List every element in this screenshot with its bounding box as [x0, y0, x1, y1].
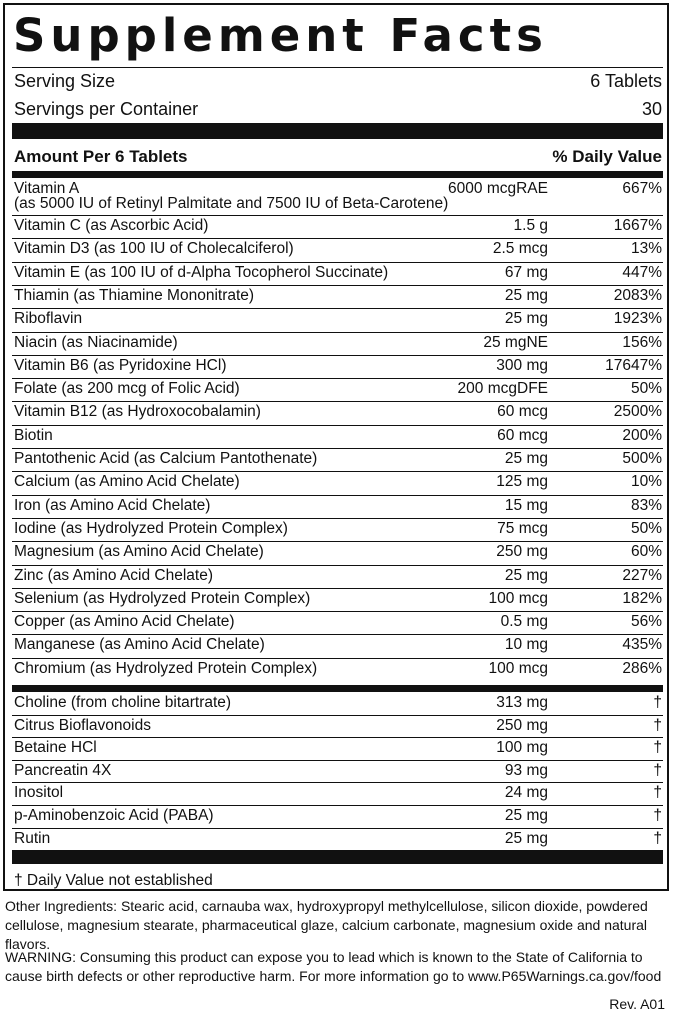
nutrient-name: Vitamin E (as 100 IU of d-Alpha Tocopherol Succinate) — [14, 263, 389, 281]
table-row — [14, 612, 662, 635]
nutrient-amount: 100 mcg — [488, 589, 548, 607]
nutrient-daily-value: 667% — [622, 180, 662, 197]
nutrient-amount: 313 mg — [496, 694, 548, 711]
nutrient-name: Iodine (as Hydrolyzed Protein Complex) — [14, 519, 288, 537]
table-row — [14, 426, 662, 449]
nutrient-amount: 25 mg — [504, 829, 548, 847]
nutrient-daily-value: 500% — [622, 450, 662, 467]
nutrient-name: Magnesium (as Amino Acid Chelate) — [14, 543, 264, 561]
nutrient-name: Pantothenic Acid (as Calcium Pantothenate) — [14, 450, 318, 467]
nutrient-amount: 100 mg — [496, 739, 548, 757]
nutrient-amount: 250 mg — [496, 543, 548, 561]
nutrient-daily-value: 1667% — [613, 217, 662, 234]
serving-size-row — [14, 68, 662, 94]
nutrient-amount: 75 mcg — [497, 519, 548, 537]
nutrient-amount: 250 mg — [496, 716, 548, 734]
nutrient-name: Copper (as Amino Acid Chelate) — [14, 613, 235, 631]
nutrient-amount: 6000 mcgRAE — [448, 180, 548, 197]
nutrient-amount: 0.5 mg — [500, 613, 548, 631]
nutrient-name: Vitamin C (as Ascorbic Acid) — [14, 217, 209, 234]
nutrient-daily-value: 13% — [630, 240, 662, 258]
nutrient-amount: 67 mg — [504, 263, 548, 281]
nutrient-name: Pancreatin 4X — [14, 761, 112, 779]
nutrient-name: Chromium (as Hydrolyzed Protein Complex) — [14, 659, 318, 677]
table-row — [14, 286, 662, 309]
nutrient-name: Inositol — [14, 784, 64, 802]
nutrient-amount: 10 mg — [504, 636, 548, 654]
nutrient-amount: 24 mg — [504, 784, 548, 802]
supplement-facts-panel — [3, 3, 669, 891]
servings-per-container-value: 30 — [641, 99, 662, 119]
nutrient-name: Citrus Bioflavonoids — [14, 716, 151, 734]
servings-per-container-label: Servings per Container — [14, 99, 199, 119]
nutrient-daily-value: 200% — [622, 426, 662, 444]
nutrient-name: Manganese (as Amino Acid Chelate) — [14, 636, 265, 654]
serving-size-label: Serving Size — [14, 71, 116, 91]
nutrient-daily-value: 156% — [622, 333, 662, 351]
table-row — [14, 635, 662, 658]
other-ingredients: Other Ingredients: Stearic acid, carnauba wax, hydroxypropyl methylcellulose, silicon dioxide, powdered cellulose, magnesium stearate, pharmaceutical glaze, calcium carbonate, magnesium oxide and natural flavors. — [5, 898, 648, 952]
nutrient-name: Selenium (as Hydrolyzed Protein Complex) — [14, 589, 311, 607]
nutrient-amount: 2.5 mcg — [492, 240, 548, 258]
nutrient-amount: 100 mcg — [488, 659, 548, 677]
table-row — [14, 659, 662, 682]
nutrient-name: Niacin (as Niacinamide) — [14, 333, 178, 351]
table-row — [14, 738, 662, 761]
nutrient-amount: 125 mg — [496, 473, 548, 491]
nutrient-daily-value: 227% — [622, 566, 662, 584]
nutrient-name: Vitamin A — [14, 180, 80, 197]
table-row — [14, 783, 662, 806]
nutrient-amount: 25 mg — [504, 566, 548, 584]
thick-divider-middle — [12, 685, 663, 692]
daily-value-header: % Daily Value — [552, 147, 662, 166]
table-row — [14, 179, 662, 216]
table-row — [14, 806, 662, 829]
nutrient-daily-value: † — [653, 716, 662, 734]
nutrient-daily-value: † — [653, 807, 662, 824]
nutrient-name: p-Aminobenzoic Acid (PABA) — [14, 807, 214, 824]
nutrient-amount: 60 mcg — [497, 426, 548, 444]
table-row — [14, 356, 662, 379]
nutrient-name: Iron (as Amino Acid Chelate) — [14, 496, 211, 514]
table-header — [14, 145, 662, 169]
nutrient-name: Vitamin B12 (as Hydroxocobalamin) — [14, 403, 261, 421]
table-row — [14, 216, 662, 239]
nutrient-amount: 200 mcgDFE — [457, 380, 548, 398]
nutrient-daily-value: † — [653, 694, 662, 711]
nutrient-amount: 25 mg — [504, 450, 548, 467]
nutrient-daily-value: 17647% — [605, 356, 662, 374]
nutrient-daily-value: 56% — [630, 613, 662, 631]
nutrient-daily-value: 182% — [622, 589, 662, 607]
table-row — [14, 333, 662, 356]
nutrient-daily-value: 50% — [630, 380, 662, 398]
nutrient-daily-value: 286% — [622, 659, 662, 677]
amount-per-header: Amount Per 6 Tablets — [14, 147, 188, 166]
nutrient-daily-value: 447% — [622, 263, 662, 281]
nutrient-name: Vitamin B6 (as Pyridoxine HCl) — [14, 356, 227, 374]
nutrient-name: Choline (from choline bitartrate) — [14, 694, 232, 711]
nutrient-daily-value: † — [653, 761, 662, 779]
nutrient-amount: 25 mg — [504, 310, 548, 328]
table-row — [14, 829, 662, 852]
table-row — [14, 496, 662, 519]
table-row — [14, 693, 662, 716]
nutrient-amount: 93 mg — [504, 761, 548, 779]
revision-code: Rev. A01 — [609, 996, 665, 1012]
nutrient-amount: 300 mg — [496, 356, 548, 374]
table-row — [14, 379, 662, 402]
panel-title: Supplement Facts — [13, 9, 548, 62]
table-row — [14, 589, 662, 612]
nutrient-daily-value: 2083% — [613, 286, 662, 304]
table-row — [14, 542, 662, 565]
table-row — [14, 566, 662, 589]
table-row — [14, 402, 662, 425]
table-row — [14, 716, 662, 739]
nutrient-name: Folate (as 200 mcg of Folic Acid) — [14, 380, 240, 398]
nutrient-daily-value: 2500% — [613, 403, 662, 421]
serving-size-value: 6 Tablets — [590, 71, 662, 91]
thick-divider-top — [12, 123, 663, 139]
nutrient-name: Calcium (as Amino Acid Chelate) — [14, 473, 240, 491]
nutrient-daily-value: 1923% — [613, 310, 662, 328]
nutrient-daily-value: 83% — [630, 496, 662, 514]
nutrient-name: Riboflavin — [14, 310, 83, 328]
nutrient-daily-value: 435% — [622, 636, 662, 654]
nutrient-name: Vitamin D3 (as 100 IU of Cholecalciferol) — [14, 240, 294, 258]
nutrient-name: Betaine HCl — [14, 739, 97, 757]
servings-per-container-row — [14, 96, 662, 122]
thick-divider-bottom — [12, 850, 663, 864]
table-row — [14, 309, 662, 332]
nutrient-daily-value: 60% — [630, 543, 662, 561]
nutrient-daily-value: 50% — [630, 519, 662, 537]
nutrient-daily-value: † — [653, 829, 662, 847]
nutrient-name: Biotin — [14, 426, 53, 444]
nutrient-amount: 25 mg — [504, 807, 548, 824]
table-row — [14, 449, 662, 472]
table-row — [14, 472, 662, 495]
nutrient-daily-value: † — [653, 784, 662, 802]
nutrient-amount: 15 mg — [504, 496, 548, 514]
nutrient-name: Thiamin (as Thiamine Mononitrate) — [14, 286, 255, 304]
thick-divider-header — [12, 171, 663, 178]
nutrient-daily-value: † — [653, 739, 662, 757]
nutrient-amount: 1.5 g — [513, 217, 548, 234]
nutrient-name: Zinc (as Amino Acid Chelate) — [14, 566, 214, 584]
table-row — [14, 263, 662, 286]
table-row — [14, 519, 662, 542]
table-row — [14, 761, 662, 784]
nutrient-amount: 25 mgNE — [483, 333, 548, 351]
nutrient-daily-value: 10% — [630, 473, 662, 491]
nutrient-amount: 25 mg — [504, 286, 548, 304]
nutrient-name: Rutin — [14, 829, 51, 847]
table-row — [14, 239, 662, 262]
nutrient-amount: 60 mcg — [497, 403, 548, 421]
prop65-warning: WARNING: Consuming this product can expose you to lead which is known to the State of California to cause birth defects or other reproductive harm. For more information go to www.P65Warnings.ca.gov/food — [5, 949, 662, 984]
nutrient-source: (as 5000 IU of Retinyl Palmitate and 7500 IU of Beta-Carotene) — [14, 195, 449, 212]
daily-value-footnote: † Daily Value not established — [14, 872, 213, 889]
